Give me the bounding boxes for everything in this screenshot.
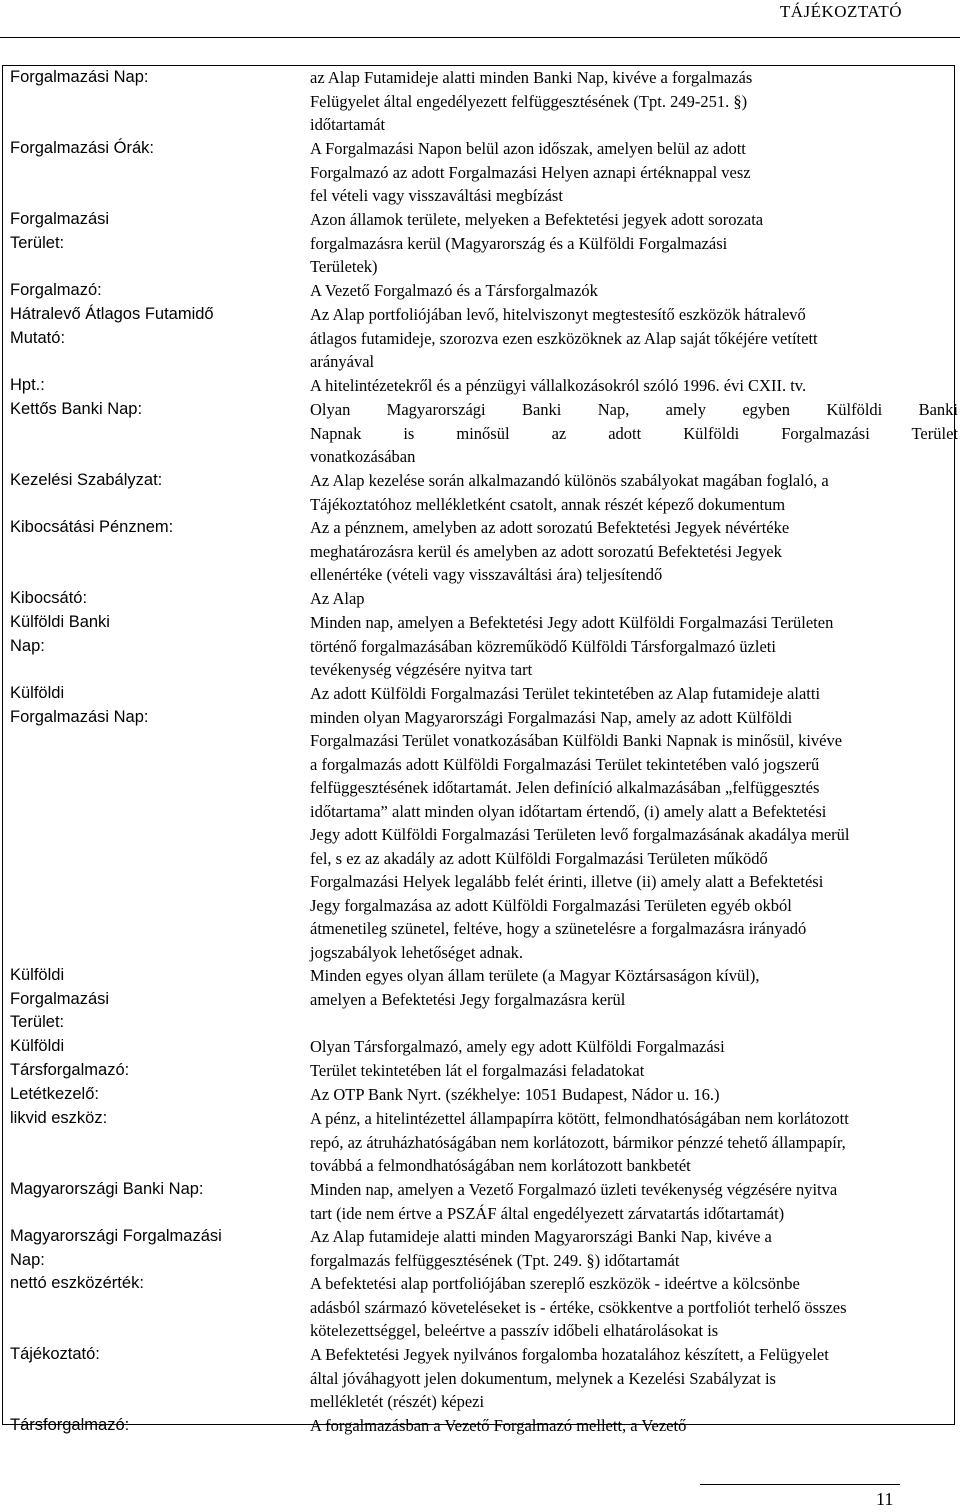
term-line: nettó eszközérték:	[10, 1274, 144, 1292]
definition-line: adásból származó követeléseket is - értéke, csökkentve a portfoliót terhelő összes	[310, 1297, 847, 1317]
definition-line: repó, az átruházhatóságában nem korlátozott, bármikor pénzzé tehető állampapír,	[310, 1132, 846, 1152]
term-line: Forgalmazási Nap:	[10, 68, 149, 86]
term-definition	[310, 1272, 958, 1343]
definition-line: kötelezettséggel, beleértve a passzív időbeli elhatárolásokat is	[310, 1321, 719, 1340]
definition-line: Az adott Külföldi Forgalmazási Terület tekintetében az Alap futamideje alatti	[310, 684, 821, 703]
term-line: likvid eszköz:	[10, 1109, 108, 1127]
term-line: Külföldi	[10, 684, 65, 702]
term-label	[10, 1178, 290, 1202]
term-line: Külföldi Banki	[10, 613, 110, 631]
definition-line: meghatározásra kerül és amelyben az adott sorozatú Befektetési Jegyek	[310, 541, 782, 561]
term-label	[10, 66, 290, 90]
term-label	[10, 208, 290, 255]
term-definition	[310, 1083, 958, 1107]
definition-line: Jegy adott Külföldi Forgalmazási Területen levő forgalmazásának akadálya merül	[310, 825, 850, 844]
definition-line: Olyan Társforgalmazó, amely egy adott Külföldi Forgalmazási	[310, 1037, 725, 1056]
term-line: Magyarországi Banki Nap:	[10, 1180, 204, 1198]
definition-line: továbbá a felmondhatóságában nem korlátozott bankbetét	[310, 1156, 691, 1175]
term-definition	[310, 587, 958, 611]
term-label	[10, 1107, 290, 1131]
definitions-table	[2, 65, 958, 1435]
term-definition	[310, 398, 958, 469]
definition-line: A Vezető Forgalmazó és a Társforgalmazók	[310, 281, 598, 300]
definition-line: forgalmazás felfüggesztésének (Tpt. 249. §) időtartamát	[310, 1250, 680, 1270]
term-line: Terület:	[10, 233, 65, 252]
term-label	[10, 279, 290, 303]
term-definition	[310, 964, 958, 1011]
definition-line: Minden nap, amelyen a Befektetési Jegy adott Külföldi Forgalmazási Területen	[310, 613, 834, 632]
definition-line: tart (ide nem értve a PSZÁF által engedélyezett zárvatartás időtartamát)	[310, 1203, 785, 1223]
definition-line: Forgalmazó az adott Forgalmazási Helyen aznapi értéknappal vesz	[310, 162, 751, 182]
definition-line: forgalmazásra kerül (Magyarország és a Külföldi Forgalmazási	[310, 233, 728, 253]
definition-line: Minden nap, amelyen a Vezető Forgalmazó üzleti tevékenység végzésére nyitva	[310, 1180, 838, 1199]
definition-line: Az Alap portfoliójában levő, hitelviszonyt megtestesítő eszközök hátralevő	[310, 305, 806, 324]
term-label	[10, 398, 290, 422]
term-line: Forgalmazási Nap:	[10, 707, 149, 726]
term-label	[10, 1272, 290, 1296]
header-title: TÁJÉKOZTATÓ	[779, 2, 902, 21]
definition-line: arányával	[310, 352, 375, 371]
term-definition	[310, 279, 958, 303]
definition-line: történő forgalmazásában közreműködő Külföldi Társforgalmazó üzleti	[310, 636, 776, 656]
term-line: Kezelési Szabályzat:	[10, 471, 163, 489]
definition-line: Forgalmazási Helyek legalább felét érinti, illetve (ii) amely alatt a Befektetési	[310, 872, 824, 891]
definition-line: átmenetileg szünetel, feltéve, hogy a szünetelésre a forgalmazásra irányadó	[310, 919, 807, 938]
definition-line: Felügyelet által engedélyezett felfüggesztésének (Tpt. 249-251. §)	[310, 91, 748, 111]
term-line: Külföldi	[10, 966, 65, 984]
term-line: Forgalmazási Órák:	[10, 139, 154, 157]
term-line: Külföldi	[10, 1037, 65, 1055]
definition-line: Minden egyes olyan állam területe (a Magyar Köztársaságon kívül),	[310, 966, 760, 985]
definition-line: Tájékoztatóhoz mellékletként csatolt, annak részét képező dokumentum	[310, 494, 786, 514]
term-definition	[310, 208, 958, 279]
definition-line: Az a pénznem, amelyben az adott sorozatú Befektetési Jegyek névértéke	[310, 518, 790, 537]
term-label	[10, 303, 290, 350]
term-line: Forgalmazási	[10, 989, 110, 1008]
term-line: Nap:	[10, 1250, 45, 1269]
term-definition	[310, 1414, 958, 1438]
term-label	[10, 611, 290, 658]
definition-line: Az Alap	[310, 589, 365, 608]
term-line: Társforgalmazó:	[10, 1060, 130, 1079]
definition-line: Forgalmazási Terület vonatkozásában Külföldi Banki Napnak is minősül, kivéve	[310, 731, 843, 750]
definition-line: időtartama” alatt minden olyan időtartam értendő, (i) amely alatt a Befektetési	[310, 801, 827, 821]
term-definition	[310, 374, 958, 398]
definition-line: A befektetési alap portfoliójában szereplő eszközök - ideértve a kölcsönbe	[310, 1274, 800, 1293]
page-number: 11	[876, 1489, 894, 1509]
definition-line: Az OTP Bank Nyrt. (székhelye: 1051 Budapest, Nádor u. 16.)	[310, 1085, 720, 1104]
definition-line: A Forgalmazási Napon belül azon időszak, amelyen belül az adott	[310, 139, 746, 158]
definition-line: átlagos futamideje, szorozva ezen eszközöknek az Alap saját tőkéjére vetített	[310, 328, 818, 348]
definition-line: által jóváhagyott jelen dokumentum, melynek a Kezelési Szabályzat is	[310, 1368, 776, 1388]
term-label	[10, 1035, 290, 1082]
term-label	[10, 1343, 290, 1367]
term-line: Mutató:	[10, 328, 66, 347]
term-definition	[310, 469, 958, 516]
term-definition	[310, 1107, 958, 1178]
definition-line: Olyan Magyarországi Banki Nap, amely egyben Külföldi Banki	[310, 400, 958, 419]
definition-line: A pénz, a hitelintézettel állampapírra kötött, felmondhatóságában nem korlátozott	[310, 1109, 849, 1128]
term-line: Terület:	[10, 1013, 65, 1031]
term-label	[10, 137, 290, 161]
term-label	[10, 374, 290, 398]
term-definition	[310, 516, 958, 587]
definition-line: fel vételi vagy visszaváltási megbízást	[310, 186, 563, 205]
term-definition	[310, 66, 958, 137]
term-line: Letétkezelő:	[10, 1085, 99, 1103]
definition-line: amelyen a Befektetési Jegy forgalmazásra kerül	[310, 989, 626, 1009]
term-line: Magyarországi Forgalmazási	[10, 1227, 222, 1245]
term-definition	[310, 1225, 958, 1272]
term-line: Forgalmazási	[10, 210, 110, 228]
term-label	[10, 1225, 290, 1272]
term-label	[10, 964, 290, 1035]
definition-line: vonatkozásában	[310, 447, 416, 466]
definition-line: a forgalmazás adott Külföldi Forgalmazási Terület tekintetében való jogszerű	[310, 754, 820, 774]
term-label	[10, 516, 290, 540]
definition-line: minden olyan Magyarországi Forgalmazási Nap, amely az adott Külföldi	[310, 707, 793, 727]
definition-line: Az Alap kezelése során alkalmazandó különös szabályokat magában foglaló, a	[310, 471, 829, 490]
definition-line: tevékenység végzésére nyitva tart	[310, 660, 533, 679]
term-line: Hátralevő Átlagos Futamidő	[10, 305, 214, 323]
definition-line: Napnak is minősül az adott Külföldi Forgalmazási Terület	[310, 423, 958, 443]
term-line: Nap:	[10, 636, 45, 655]
header-divider	[0, 37, 960, 38]
definition-line: Területek)	[310, 257, 378, 276]
definition-line: A hitelintézetekről és a pénzügyi vállalkozásokról szóló 1996. évi CXII. tv.	[310, 376, 807, 395]
term-line: Kibocsátó:	[10, 589, 88, 607]
definition-line: az Alap Futamideje alatti minden Banki Nap, kivéve a forgalmazás	[310, 68, 753, 87]
definition-line: Az Alap futamideje alatti minden Magyarországi Banki Nap, kivéve a	[310, 1227, 772, 1246]
definition-line: fel, s ez az akadály az adott Külföldi Forgalmazási Területen működő	[310, 848, 768, 868]
term-label	[10, 1083, 290, 1107]
term-line: Tájékoztató:	[10, 1345, 100, 1363]
definition-line: jogszabályok lehetőséget adnak.	[310, 942, 524, 962]
definition-line: A forgalmazásban a Vezető Forgalmazó mellett, a Vezető	[310, 1416, 687, 1435]
term-definition	[310, 137, 958, 208]
definition-line: időtartamát	[310, 115, 386, 134]
term-label	[10, 469, 290, 493]
term-definition	[310, 1035, 958, 1082]
term-definition	[310, 1178, 958, 1225]
term-line: Hpt.:	[10, 376, 45, 394]
term-label	[10, 682, 290, 729]
term-definition	[310, 611, 958, 682]
definition-line: A Befektetési Jegyek nyilvános forgalomba hozatalához készített, a Felügyelet	[310, 1345, 829, 1364]
term-definition	[310, 1343, 958, 1414]
term-line: Forgalmazó:	[10, 281, 102, 299]
term-line: Társforgalmazó:	[10, 1416, 130, 1434]
term-line: Kibocsátási Pénznem:	[10, 518, 174, 536]
definition-line: mellékletét (részét) képezi	[310, 1392, 485, 1411]
term-definition	[310, 682, 958, 964]
definition-line: felfüggesztésének időtartamát. Jelen definíció alkalmazásában „felfüggesztés	[310, 778, 820, 797]
definition-line: ellenértéke (vételi vagy visszaváltási ára) teljesítendő	[310, 565, 663, 584]
definition-line: Jegy forgalmazása az adott Külföldi Forgalmazási Területen egyéb okból	[310, 895, 792, 915]
footer-divider	[700, 1484, 900, 1485]
term-line: Kettős Banki Nap:	[10, 400, 143, 418]
definition-line: Terület tekintetében lát el forgalmazási feladatokat	[310, 1060, 645, 1080]
definition-line: Azon államok területe, melyeken a Befektetési jegyek adott sorozata	[310, 210, 764, 229]
term-definition	[310, 303, 958, 374]
term-label	[10, 587, 290, 611]
term-label	[10, 1414, 290, 1438]
